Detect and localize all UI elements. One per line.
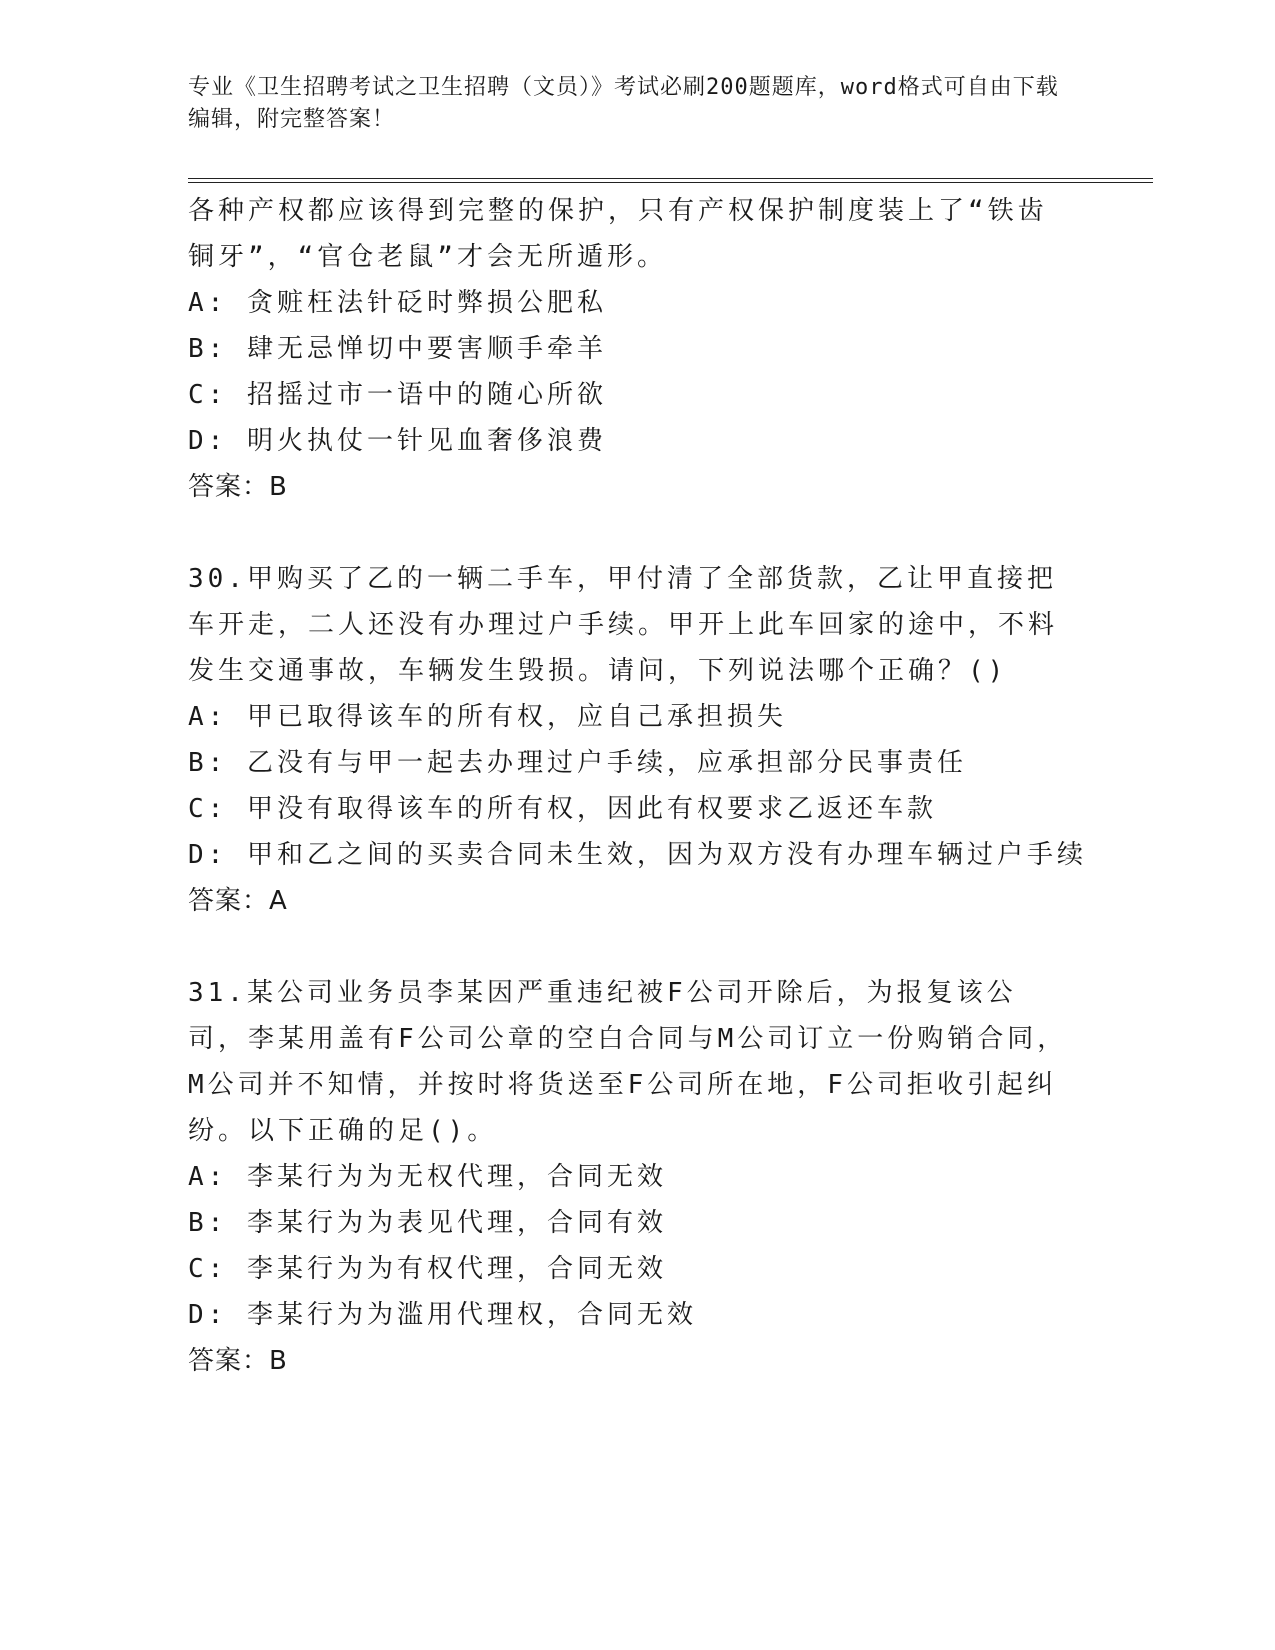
option-b: B: 乙没有与甲一起去办理过户手续，应承担部分民事责任 [188,748,967,778]
option-c: C: 招摇过市一语中的随心所欲 [188,380,607,410]
header-divider [188,178,1153,183]
option-b: B: 肆无忌惮切中要害顺手牵羊 [188,334,607,364]
option-a: A: 李某行为为无权代理，合同无效 [188,1162,667,1192]
document-header: 专业《卫生招聘考试之卫生招聘（文员）》考试必刷200题题库，word格式可自由下载编辑，附完整答案！ [188,75,1059,132]
option-a: A: 甲已取得该车的所有权，应自己承担损失 [188,702,787,732]
question-spacer [188,924,1068,970]
option-c: C: 李某行为为有权代理，合同无效 [188,1254,667,1284]
question-stem: 30.甲购买了乙的一辆二手车，甲付清了全部货款，乙让甲直接把车开走，二人还没有办理过户手续。甲开上此车回家的途中，不料发生交通事故，车辆发生毁损。请问，下列说法哪个正确？() [188,564,1059,686]
answer-line: 答案：A [188,886,288,916]
question-block [188,970,1068,1384]
question-list [188,188,1087,1384]
option-c: C: 甲没有取得该车的所有权，因此有权要求乙返还车款 [188,794,937,824]
answer-line: 答案：B [188,472,288,502]
question-spacer [188,510,1068,556]
question-block [188,188,1068,510]
answer-line: 答案：B [188,1346,288,1376]
question-stem: 31.某公司业务员李某因严重违纪被F公司开除后，为报复该公司，李某用盖有F公司公章的空白合同与M公司订立一份购销合同，M公司并不知情，并按时将货送至F公司所在地，F公司拒收引起纠纷。以下正确的足()。 [188,978,1068,1146]
option-d: D: 李某行为为滥用代理权，合同无效 [188,1300,697,1330]
question-block [188,556,1087,924]
question-stem: 各种产权都应该得到完整的保护，只有产权保护制度装上了“铁齿铜牙”，“官仓老鼠”才会无所遁形。 [188,196,1048,272]
option-d: D: 明火执仗一针见血奢侈浪费 [188,426,607,456]
option-a: A: 贪赃枉法针砭时弊损公肥私 [188,288,607,318]
option-b: B: 李某行为为表见代理，合同有效 [188,1208,667,1238]
option-d: D: 甲和乙之间的买卖合同未生效，因为双方没有办理车辆过户手续 [188,840,1087,870]
